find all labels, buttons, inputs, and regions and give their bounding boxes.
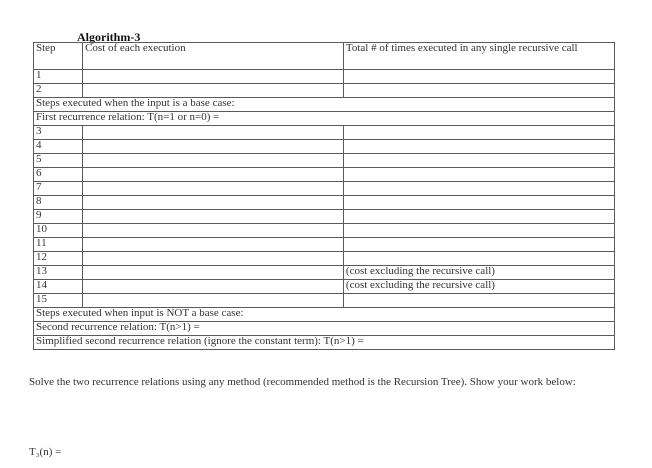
algorithm-title: Algorithm-3 [77, 30, 141, 44]
simplified-recurrence-label[interactable]: Simplified second recurrence relation (ignore the constant term): T(n>1) = [34, 336, 615, 350]
total-cell[interactable] [343, 70, 614, 84]
table-row [34, 196, 615, 210]
total-cell[interactable] [343, 126, 614, 140]
cost-cell[interactable] [83, 224, 344, 238]
step-number: 13 [34, 266, 83, 280]
total-cell[interactable] [343, 84, 614, 98]
table-row [34, 252, 615, 266]
cost-cell[interactable] [83, 168, 344, 182]
step-number: 3 [34, 126, 83, 140]
table-row [34, 98, 615, 112]
table-row [34, 280, 615, 294]
cost-cell[interactable] [83, 84, 344, 98]
step-number: 11 [34, 238, 83, 252]
step-number: 10 [34, 224, 83, 238]
cost-cell[interactable] [83, 294, 344, 308]
total-cell-note[interactable]: (cost excluding the recursive call) [343, 266, 614, 280]
table-row [34, 140, 615, 154]
table-row [34, 84, 615, 98]
total-cell[interactable] [343, 224, 614, 238]
step-number: 6 [34, 168, 83, 182]
table-row [34, 210, 615, 224]
total-cell[interactable] [343, 294, 614, 308]
algorithm-table [33, 42, 615, 350]
total-cell[interactable] [343, 252, 614, 266]
table-row [34, 154, 615, 168]
first-recurrence-label[interactable]: First recurrence relation: T(n=1 or n=0) = [34, 112, 615, 126]
cost-cell[interactable] [83, 70, 344, 84]
table-row [34, 266, 615, 280]
total-cell[interactable] [343, 154, 614, 168]
table-row [34, 238, 615, 252]
cost-cell[interactable] [83, 238, 344, 252]
total-cell[interactable] [343, 182, 614, 196]
total-cell[interactable] [343, 238, 614, 252]
base-case-steps-label: Steps executed when the input is a base case: [34, 98, 615, 112]
table-row [34, 336, 615, 350]
table-row [34, 126, 615, 140]
table-row [34, 112, 615, 126]
step-number: 5 [34, 154, 83, 168]
table-row [34, 308, 615, 322]
instructions-text: Solve the two recurrence relations using any method (recommended method is the Recursion Tree). Show your work below: [29, 376, 576, 388]
cost-cell[interactable] [83, 154, 344, 168]
cost-cell[interactable] [83, 210, 344, 224]
total-cell-note[interactable]: (cost excluding the recursive call) [343, 280, 614, 294]
table-row [34, 322, 615, 336]
step-number: 14 [34, 280, 83, 294]
step-number: 1 [34, 70, 83, 84]
second-recurrence-label[interactable]: Second recurrence relation: T(n>1) = [34, 322, 615, 336]
step-number: 9 [34, 210, 83, 224]
not-base-steps-label: Steps executed when input is NOT a base case: [34, 308, 615, 322]
step-number: 4 [34, 140, 83, 154]
step-number: 12 [34, 252, 83, 266]
table-row [34, 182, 615, 196]
table-row [34, 224, 615, 238]
cost-cell[interactable] [83, 280, 344, 294]
cost-cell[interactable] [83, 196, 344, 210]
step-number: 7 [34, 182, 83, 196]
cost-cell[interactable] [83, 252, 344, 266]
cost-cell[interactable] [83, 140, 344, 154]
header-row [34, 43, 615, 70]
table-row [34, 70, 615, 84]
total-cell[interactable] [343, 210, 614, 224]
header-cost: Cost of each execution [83, 43, 344, 70]
total-cell[interactable] [343, 196, 614, 210]
total-cell[interactable] [343, 140, 614, 154]
step-number: 8 [34, 196, 83, 210]
cost-cell[interactable] [83, 126, 344, 140]
cost-cell[interactable] [83, 266, 344, 280]
header-total: Total # of times executed in any single recursive call [343, 43, 614, 70]
table-row [34, 294, 615, 308]
step-number: 2 [34, 84, 83, 98]
total-cell[interactable] [343, 168, 614, 182]
step-number: 15 [34, 294, 83, 308]
cost-cell[interactable] [83, 182, 344, 196]
header-step: Step [34, 43, 83, 70]
answer-label: T₃(n) = [29, 446, 62, 458]
table-row [34, 168, 615, 182]
